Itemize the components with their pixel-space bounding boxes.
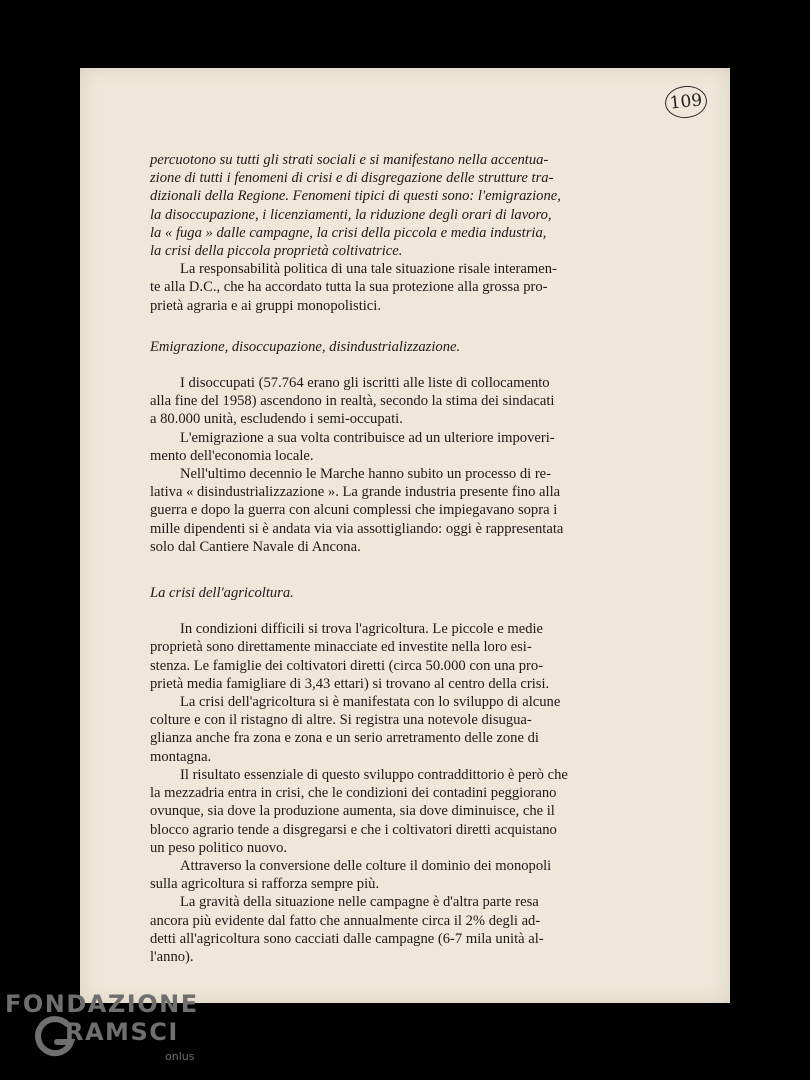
paragraph-intro: percuotono su tutti gli strati sociali e si manifestano nella accentua- zione di tutti i fenomeni di crisi e di disgregazione delle strutture tra- dizionali della Regione. Fenomeni tipici di questi sono: l'emigrazione, la disoccupazione, i licenziamenti, la riduzione degli orari di lavoro, la « fuga » dalle campagne, la crisi della piccola e media industria, la crisi della piccola proprietà coltivatrice. [150,152,561,260]
watermark-line1: FONDAZIONE [5,990,199,1018]
fondazione-gramsci-watermark [5,990,205,1075]
paragraph-essential-result: Il risultato essenziale di questo sviluppo contraddittorio è però che la mezzadria entra in crisi, che le condizioni dei contadini peggiorano ovunque, sia dove la produzione aumenta, sia dove diminuisce, che il blocco agrario tende a disgregarsi e che i coltivatori diretti acquistano un peso politico nuovo. [150,766,568,856]
watermark-line3: onlus [165,1050,195,1063]
watermark-line2: RAMSCI [65,1018,179,1046]
paragraph-unemployed: I disoccupati (57.764 erano gli iscritti alle liste di collocamento alla fine del 1958) ascendono in realtà, secondo la stima dei sindacati a 80.000 unità, escludendo i semi-occupati. [150,375,555,428]
paragraph-emigration: L'emigrazione a sua volta contribuisce ad un ulteriore impoveri- mento dell'economia locale. [150,429,555,464]
paragraph-monopolies: Attraverso la conversione delle colture il dominio dei monopoli sulla agricoltura si rafforza sempre più. [150,857,552,893]
paragraph-agriculture-crisis: La crisi dell'agricoltura si è manifestata con lo sviluppo di alcune colture e con il ristagno di altre. Si registra una notevole disugua- glianza anche fra zona e zona e un serio arretramento delle zone di montagna. [150,694,561,765]
paragraph-responsibility: La responsabilità politica di una tale situazione risale interamen- te alla D.C., che ha accordato tutta la sua protezione alla grossa pro- prietà agraria e ai gruppi monopolistici. [150,261,557,314]
section-heading-agriculture: La crisi dell'agricoltura. [150,585,294,602]
document-body [150,151,640,966]
document-page [80,68,730,1003]
paragraph-deindustrialization: Nell'ultimo decennio le Marche hanno subito un processo di re- lativa « disindustrializzazione ». La grande industria presente fino alla guerra e dopo la guerra con alcuni complessi che impiegavano sopra i mille dipendenti si è andata via via assottigliando: oggi è rappresentata solo dal Cantiere Navale di Ancona. [150,466,564,555]
paragraph-gravity: La gravità della situazione nelle campagne è d'altra parte resa ancora più evidente dal fatto che annualmente circa il 2% degli ad- detti all'agricoltura sono cacciati dalle campagne (6-7 mila unità al- l'anno). [150,894,544,965]
section-heading-emigration: Emigrazione, disoccupazione, disindustrializzazione. [150,338,461,355]
page-number-stamp: 109 [663,84,708,120]
paragraph-difficult-conditions: In condizioni difficili si trova l'agricoltura. Le piccole e medie proprietà sono direttamente minacciate ed investite nella loro esi- stenza. Le famiglie dei coltivatori diretti (circa 50.000 con una pro- prietà media famigliare di 3,43 ettari) si trovano al centro della crisi. [150,621,550,692]
